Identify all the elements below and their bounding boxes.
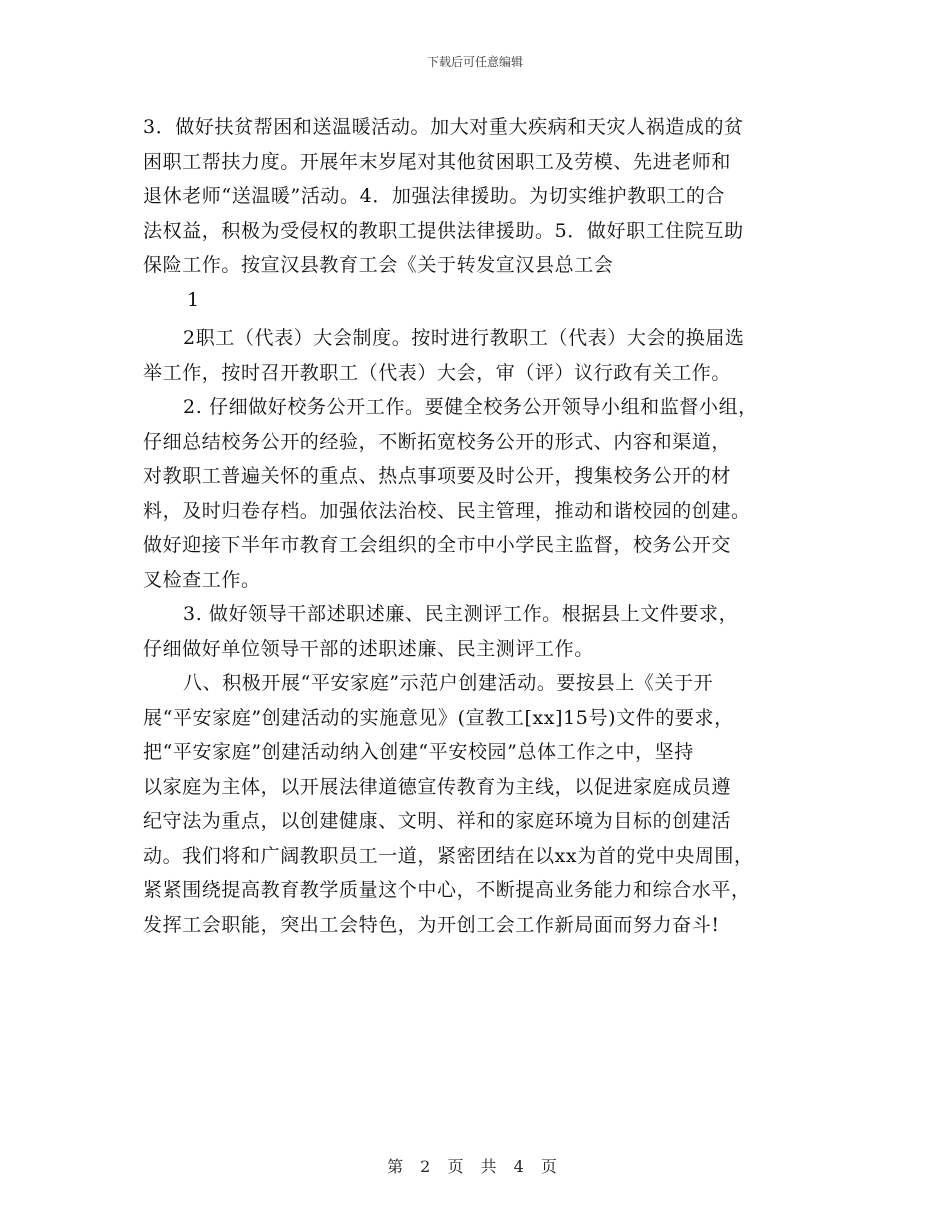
page-number-marker: 1: [187, 288, 200, 311]
paragraph-line: 发挥工会职能，突出工会特色，为开创工会工作新局面而努力奋斗!: [143, 913, 720, 936]
paragraph-line: 叉检查工作。: [143, 568, 261, 591]
paragraph-line: 展“平安家庭”创建活动的实施意见》(宣教工[xx]15号)文件的要求，: [143, 706, 734, 729]
paragraph-line: 困职工帮扶力度。开展年末岁尾对其他贫困职工及劳模、先进老师和: [143, 150, 732, 173]
paragraph-line: 动。我们将和广阔教职员工一道，紧密团结在以xx为首的党中央周围，: [143, 844, 754, 867]
paragraph-line: 仔细做好单位领导干部的述职述廉、民主测评工作。: [143, 637, 594, 660]
paragraph-line: 保险工作。按宣汉县教育工会《关于转发宣汉县总工会: [143, 254, 614, 276]
paragraph-line: 法权益，积极为受侵权的教职工提供法律援助。5．做好职工住院互助: [143, 219, 744, 242]
paragraph-line: 2. 仔细做好校务公开工作。要健全校务公开领导小组和监督小组，: [183, 396, 758, 418]
paragraph-line: 紧紧围绕提高教育教学质量这个中心，不断提高业务能力和综合水平，: [143, 879, 751, 901]
page-header: 下载后可任意编辑: [426, 55, 523, 69]
paragraph-line: 退休老师“送温暖”活动。4．加强法律援助。为切实维护教职工的合: [143, 185, 726, 207]
document-body: [143, 110, 815, 942]
paragraph-line: 举工作，按时召开教职工（代表）大会，审（评）议行政有关工作。: [143, 361, 732, 384]
paragraph-line: 料，及时归卷存档。加强依法治校、民主管理，推动和谐校园的创建。: [143, 499, 751, 522]
paragraph-line: 3．做好扶贫帮困和送温暖活动。加大对重大疾病和天灾人祸造成的贫: [143, 116, 744, 138]
page-footer: 第 2 页 共 4 页: [387, 1157, 563, 1176]
paragraph-line: 仔细总结校务公开的经验，不断拓宽校务公开的形式、内容和渠道，: [143, 430, 732, 453]
paragraph-line: 纪守法为重点，以创建健康、文明、祥和的家庭环境为目标的创建活: [143, 810, 732, 832]
paragraph-line: 3. 做好领导干部述职述廉、民主测评工作。根据县上文件要求，: [183, 603, 739, 625]
paragraph-line: 八、积极开展“平安家庭”示范户创建活动。要按县上《关于开: [183, 672, 714, 694]
paragraph-line: 做好迎接下半年市教育工会组织的全市中小学民主监督，校务公开交: [143, 534, 732, 556]
paragraph-line: 把“平安家庭”创建活动纳入创建“平安校园”总体工作之中，坚持: [143, 741, 694, 763]
paragraph-line: 以家庭为主体，以开展法律道德宣传教育为主线，以促进家庭成员遵: [143, 775, 732, 798]
paragraph-line: 对教职工普遍关怀的重点、热点事项要及时公开，搜集校务公开的材: [143, 465, 732, 487]
paragraph-line: 2职工（代表）大会制度。按时进行教职工（代表）大会的换届选: [183, 327, 745, 349]
